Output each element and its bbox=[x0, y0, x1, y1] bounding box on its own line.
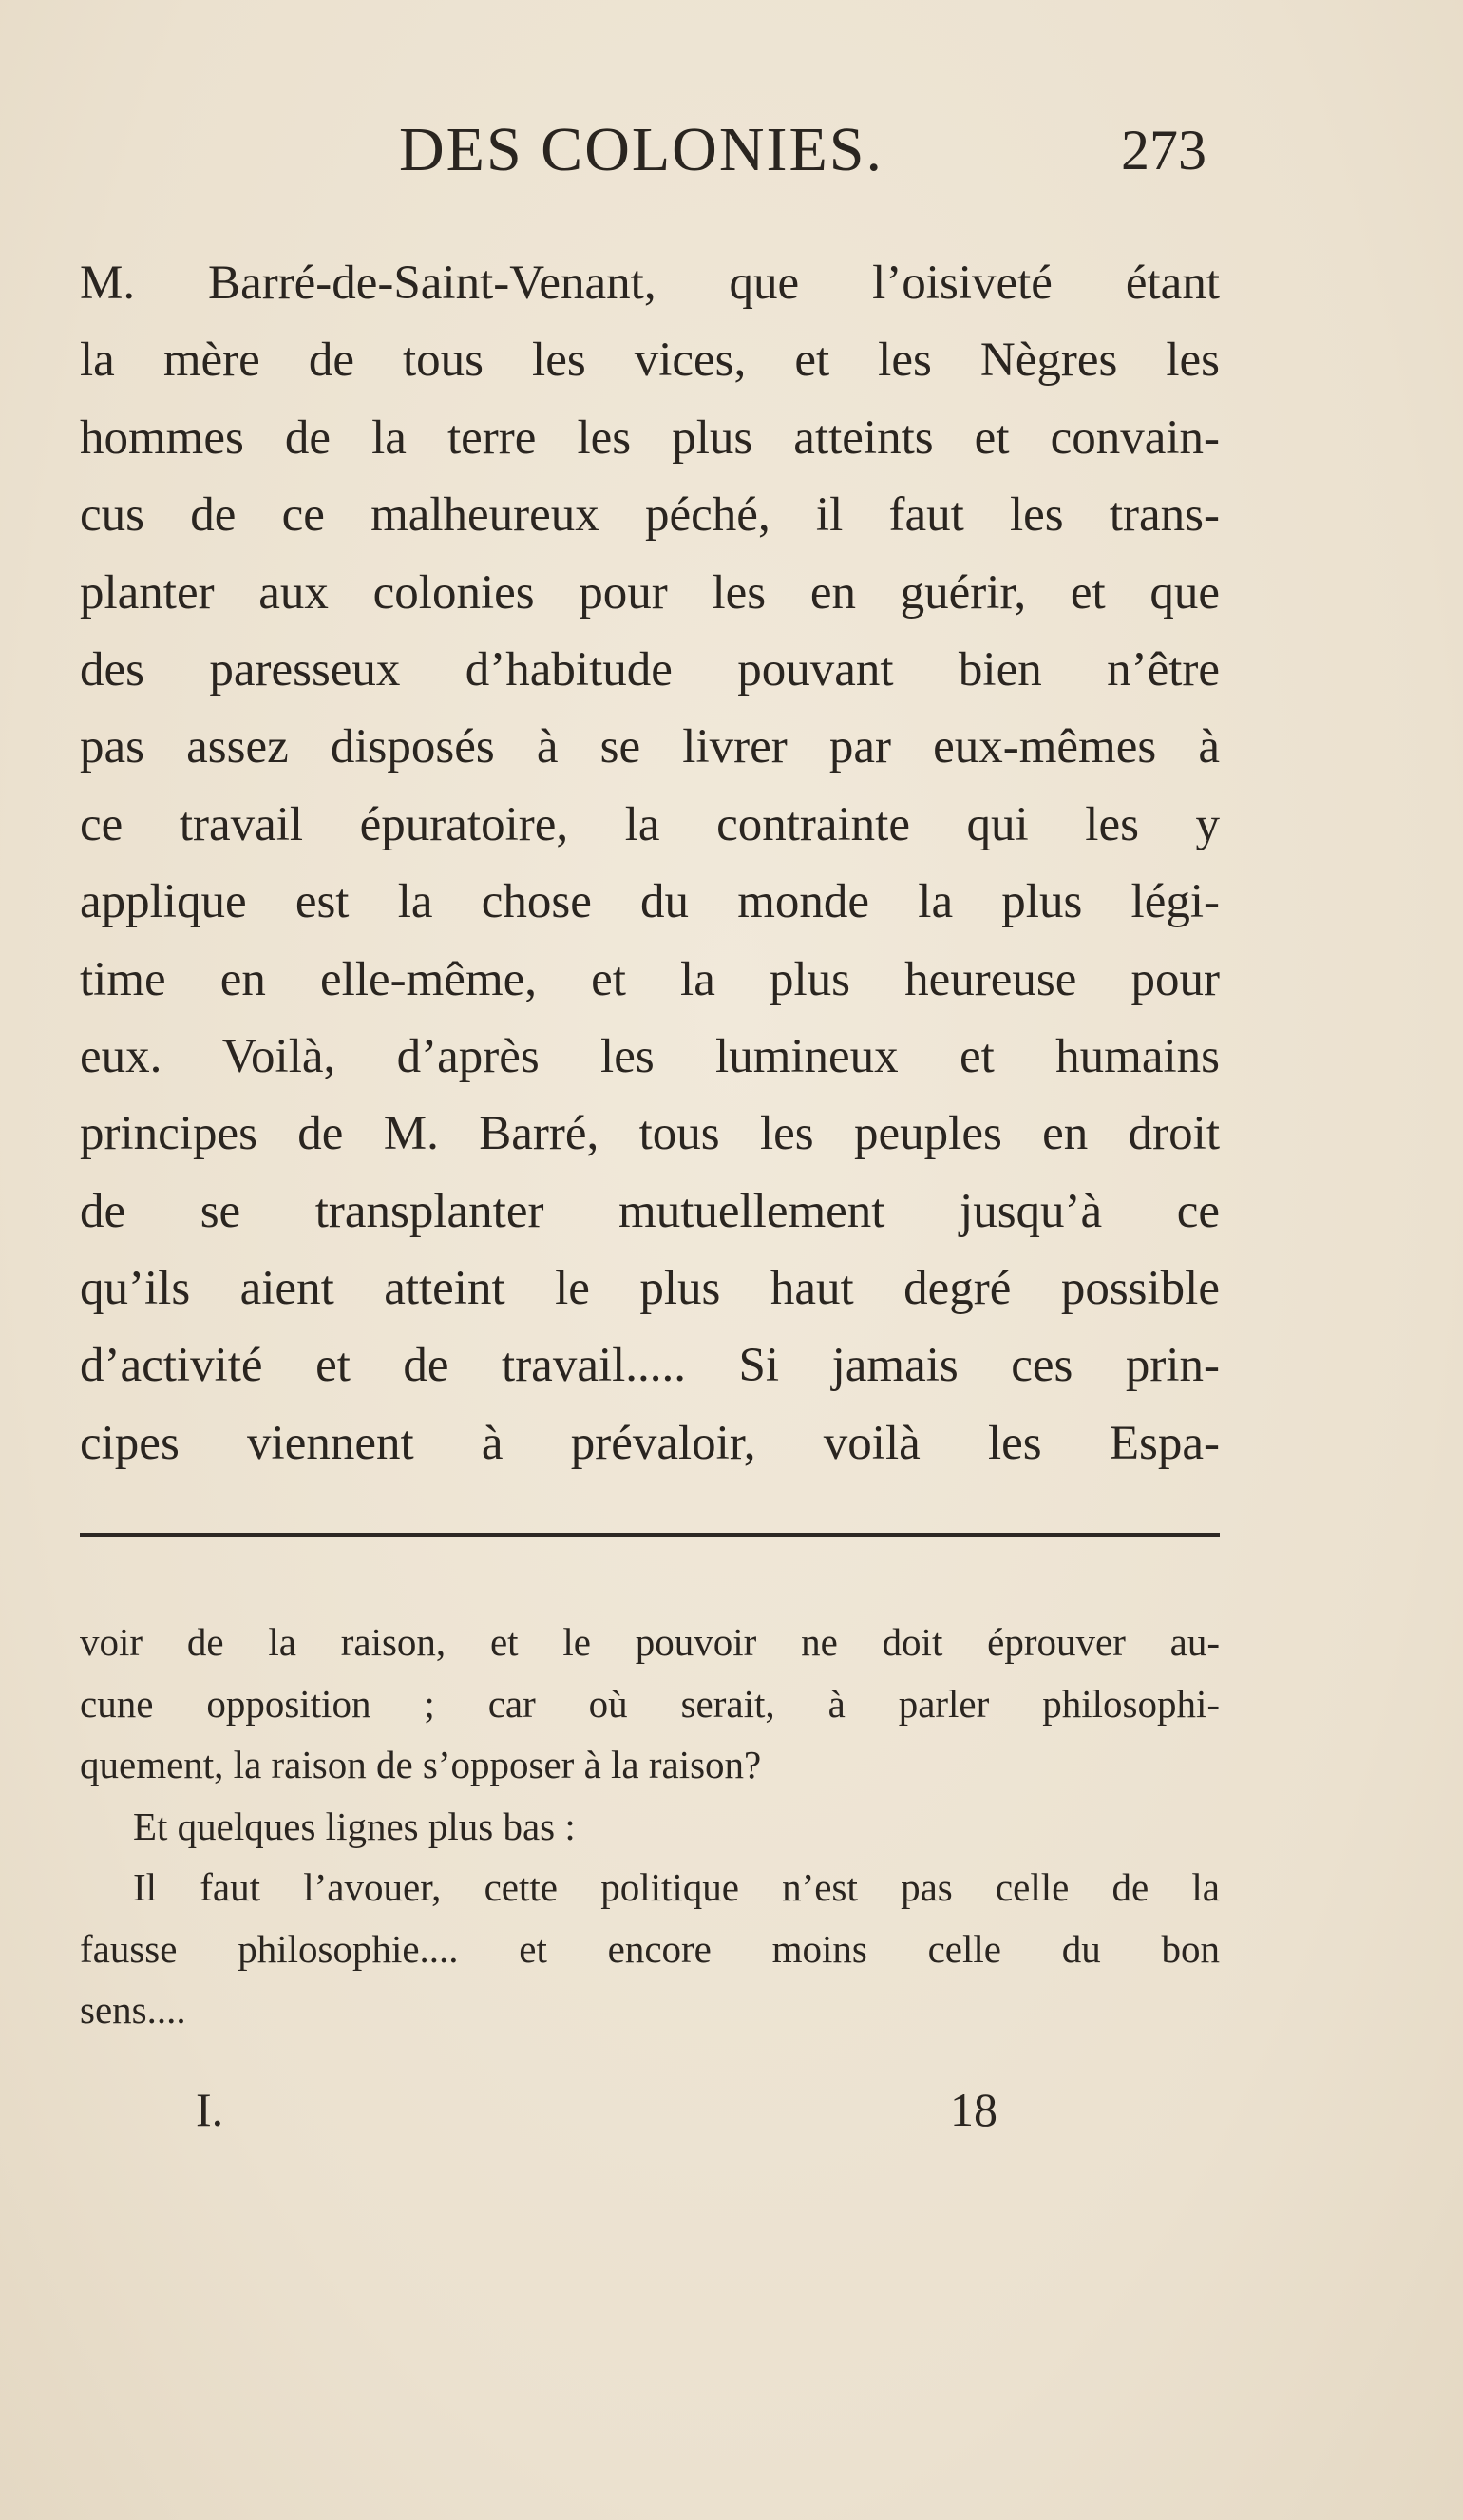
body-line: d’activité et de travail..... Si jamais ces prin- bbox=[80, 1339, 1220, 1393]
body-line: la mère de tous les vices, et les Nègres les bbox=[80, 334, 1220, 388]
note-line: Il faut l’avouer, cette politique n’est pas celle de la bbox=[133, 1865, 1220, 1909]
note-line: cune opposition ; car où serait, à parler philosophi- bbox=[80, 1681, 1220, 1726]
running-head-title: DES COLONIES. bbox=[399, 115, 884, 184]
running-head bbox=[0, 112, 1463, 188]
sheet-number: 18 bbox=[950, 2083, 998, 2136]
body-line: ce travail épuratoire, la contrainte qui les y bbox=[80, 797, 1220, 851]
page-number: 273 bbox=[1121, 119, 1206, 181]
note-line: Et quelques lignes plus bas : bbox=[133, 1804, 576, 1848]
page-footer bbox=[0, 2071, 1463, 2148]
body-line: applique est la chose du monde la plus légi- bbox=[80, 875, 1220, 929]
body-line: cus de ce malheureux péché, il faut les trans- bbox=[80, 488, 1220, 543]
body-line: time en elle-même, et la plus heureuse pour bbox=[80, 952, 1220, 1006]
signature-mark: I. bbox=[196, 2083, 224, 2136]
body-line: hommes de la terre les plus atteints et convain- bbox=[80, 410, 1220, 465]
body-line: principes de M. Barré, tous les peuples en droit bbox=[80, 1107, 1220, 1161]
footnote-text bbox=[80, 1612, 1220, 2041]
body-line: eux. Voilà, d’après les lumineux et humains bbox=[80, 1029, 1220, 1083]
footnote-separator-rule bbox=[80, 1533, 1220, 1537]
body-line: pas assez disposés à se livrer par eux-mêmes à bbox=[80, 720, 1220, 774]
note-line: sens.... bbox=[80, 1988, 186, 2032]
note-line: fausse philosophie.... et encore moins celle du bon bbox=[80, 1926, 1220, 1971]
note-line: quement, la raison de s’opposer à la raison? bbox=[80, 1743, 762, 1786]
body-line: qu’ils aient atteint le plus haut degré possible bbox=[80, 1262, 1220, 1316]
note-line: voir de la raison, et le pouvoir ne doit éprouver au- bbox=[80, 1620, 1220, 1664]
body-line: planter aux colonies pour les en guérir, et que bbox=[80, 565, 1220, 620]
body-line: des paresseux d’habitude pouvant bien n’être bbox=[80, 642, 1220, 697]
body-line: de se transplanter mutuellement jusqu’à ce bbox=[80, 1184, 1220, 1238]
body-text bbox=[80, 245, 1220, 1482]
body-line: M. Barré-de-Saint-Venant, que l’oisiveté étant bbox=[80, 257, 1220, 310]
body-line: cipes viennent à prévaloir, voilà les Espa- bbox=[80, 1416, 1220, 1470]
